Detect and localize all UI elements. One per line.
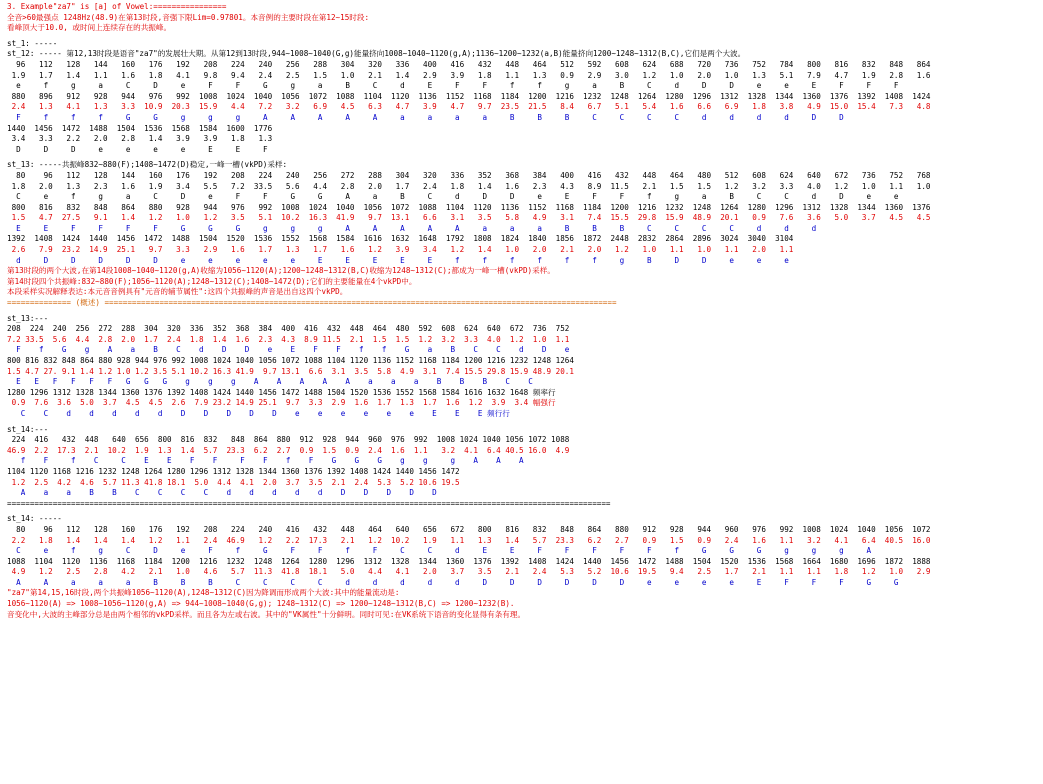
note-row: C e f g C D e F f G F F f F C C d E E F F F F F f G G G g g g A (7, 546, 872, 556)
amp-row: 46.9 2.2 17.3 2.1 10.2 1.9 1.3 1.4 5.7 23.3 6.2 2.7 0.9 1.5 0.9 2.4 1.6 1.1 3.2 4.1 6.4 40.5 16.0 4.9 (7, 445, 570, 455)
freq-row: 880 896 912 928 944 976 992 1008 1024 1040 1056 1072 1088 1104 1120 1136 1152 1168 1184 1200 1216 1232 1248 1264 1280 1296 1312 1328 1344 1360 1376 1392 1408 1424 (7, 91, 931, 101)
freq-row: 1392 1408 1424 1440 1456 1472 1488 1504 1520 1536 1552 1568 1584 1616 1632 1648 1792 1808 1824 1840 1856 1872 2448 2832 2864 2896 3024 3040 3104 (7, 234, 794, 244)
st13-table (7, 171, 1037, 266)
note-row: E E F F F F G G G g g g A A A A A a a a B B B C C C C d d d (7, 223, 817, 233)
note-row: E E F F F F G G G g g g A A A A A a a a B B B C C (7, 377, 533, 387)
note-row: F f G g A a B C d D D e E F F f f G a B C C d D e (7, 345, 570, 355)
freq-row: 80 96 112 128 160 176 192 208 224 240 416 432 448 464 640 656 672 800 816 832 848 864 880 912 928 944 960 976 992 1008 1024 1040 1056 1072 (7, 524, 931, 534)
note-row: A A a a a B B B C C C C d d d d d D D D D D D e e e e E F F F G G (7, 577, 899, 587)
amp-row: 2.4 1.3 4.1 1.3 3.3 10.9 20.3 15.9 4.4 7.2 3.2 6.9 4.5 6.3 4.7 3.9 4.7 9.7 23.5 21.5 8.4 6.7 5.1 5.4 1.6 6.6 6.9 1.8 3.8 4.9 15.0 15.4 7.3 4.8 (7, 102, 931, 112)
analysis-note: 第13时段的两个大波,在第14段1008~1040~1120(g,A)收缩为1056~1120(A);1200~1248~1312(B,C)收缩为1248~1312(C);都成为一峰一槽(vkPD)采样。 (7, 266, 555, 276)
note-row: f F f C C E E F F F F f F G G G g g g A A A (7, 456, 524, 466)
freq-row: 800 816 832 848 864 880 928 944 976 992 1008 1024 1040 1056 1072 1088 1104 1120 1136 1152 1168 1184 1200 1216 1232 1248 1264 (7, 356, 574, 365)
document (7, 2, 1037, 620)
analysis-note: 第14时段四个共振峰:832~880(F);1056~1120(A);1248~1312(C);1408~1472(D);它们的主要能量在4个vkPD中。 (7, 276, 417, 286)
conclusion-line: "za7"第14,15,16时段,两个共振峰1056~1120(A),1248~1312(C)因为降调而形成两个大波:其中的能量流动是: (7, 588, 400, 598)
freq-row: 80 96 112 128 144 160 176 192 208 224 240 256 272 288 304 320 336 352 368 384 400 416 432 448 464 480 512 608 624 640 672 736 752 768 (7, 170, 931, 180)
freq-row: 1088 1104 1120 1136 1168 1184 1200 1216 1232 1248 1264 1280 1296 1312 1328 1344 1360 1376 1392 1408 1424 1440 1456 1472 1488 1504 1520 1536 1568 1664 1680 1696 1872 1888 (7, 556, 931, 566)
conclusion-line: 1056~1120(A) => 1008~1056~1120(g,A) => 944~1008~1040(G,g); 1248~1312(C) => 1200~1248~1312(B,C) => 1200~1232(B). (7, 599, 515, 609)
section-st14a-header: st_14:--- (7, 424, 49, 434)
note-row: A a a B B C C C C d d d d d D D D D D (7, 488, 437, 498)
amp-row: 0.9 7.6 3.6 5.0 3.7 4.5 4.5 2.6 7.9 23.2 14.9 25.1 9.7 3.3 2.9 1.6 1.7 1.3 1.7 1.6 1.2 3.9 3.4 幅强行 (7, 398, 556, 408)
section-st13b-header: st_13:--- (7, 313, 49, 323)
st14b-table (7, 525, 1037, 589)
note-row: e f g a C D e F F G g a B C d E F F f f g a B C d D D e e E F F F (7, 81, 899, 91)
freq-row: 1440 1456 1472 1488 1504 1536 1568 1584 1600 1776 (7, 123, 273, 133)
amp-row: 2.6 7.9 23.2 14.9 25.1 9.7 3.3 2.9 1.6 1.7 1.3 1.7 1.6 1.2 3.9 3.4 1.2 1.4 1.0 2.0 2.1 2.0 1.2 1.0 1.1 1.0 1.1 2.0 1.1 (7, 245, 794, 255)
analysis-note: 本段采样实况解释表达:本元音音例具有"元音的辅节属性":这四个共振峰的声音是出自这四个vkPD。 (7, 287, 348, 297)
conclusion-line: 音变化中,大波的主峰部分总是由两个相邻的vkPD采样。而且各为左或右波。其中的"VK属性"十分鲜明。同时可见:在VK系统下语音的变化显得有条有理。 (7, 609, 526, 619)
amp-row: 4.9 1.2 2.5 2.8 4.2 2.1 1.0 4.6 5.7 11.3 41.8 18.1 5.0 4.4 4.1 2.0 3.7 3.5 2.1 2.4 5.3 5.2 10.6 19.5 9.4 2.5 1.7 2.1 1.1 1.1 1.8 1.2 1.0 2.9 (7, 567, 931, 577)
freq-row: 1104 1120 1168 1216 1232 1248 1264 1280 1296 1312 1328 1344 1360 1376 1392 1408 1424 1440 1456 1472 (7, 466, 460, 476)
amp-row: 3.4 3.3 2.2 2.0 2.8 1.4 3.9 3.9 1.8 1.3 (7, 134, 273, 144)
freq-row: 96 112 128 144 160 176 192 208 224 240 256 288 304 320 336 400 416 432 448 464 512 592 608 624 688 720 736 752 784 800 816 832 848 864 (7, 59, 931, 69)
amp-row: 7.2 33.5 5.6 4.4 2.8 2.0 1.7 2.4 1.8 1.4 1.6 2.3 4.3 8.9 11.5 2.1 1.5 1.5 1.2 3.2 3.3 4.0 1.2 1.0 1.1 (7, 334, 570, 344)
intro-line: 看峰顶大于10.0, 或时间上连续存在的共振峰。 (7, 23, 172, 33)
amp-row: 1.9 1.7 1.4 1.1 1.6 1.8 4.1 9.8 9.4 2.4 2.5 1.5 1.0 2.1 1.4 2.9 3.9 1.8 1.1 1.3 0.9 2.9 3.0 1.2 1.0 2.0 1.0 1.3 5.1 7.9 4.7 1.9 2.8 1.6 (7, 70, 931, 80)
note-row: d D D D D D e e e e e E E E E E f f f f f f g B D D e e e (7, 255, 789, 265)
note-row: F f f f G G g g g A A A A A a a a a B B B C C C C d d d d D D (7, 112, 844, 122)
st13b-table (7, 324, 1037, 419)
note-row: D D D e e e e E E F (7, 144, 268, 154)
amp-row: 1.5 4.7 27. 9.1 1.4 1.2 1.0 1.2 3.5 5.1 10.2 16.3 41.9 9.7 13.1 6.6 3.1 3.5 5.8 4.9 3.1 7.4 15.5 29.8 15.9 48.9 20.1 (7, 366, 574, 376)
amp-row: 2.2 1.8 1.4 1.4 1.4 1.2 1.1 2.4 46.9 1.2 2.2 17.3 2.1 1.2 10.2 1.9 1.1 1.3 1.4 5.7 23.3 6.2 2.7 0.9 1.5 0.9 2.4 1.6 1.1 3.2 4.1 6.4 40.5 16.0 (7, 535, 931, 545)
freq-row: 208 224 240 256 272 288 304 320 336 352 368 384 400 416 432 448 464 480 592 608 624 640 672 736 752 (7, 324, 570, 334)
summary-banner: ============== (概述) ================================================================================================================ (7, 298, 617, 308)
amp-row: 1.2 2.5 4.2 4.6 5.7 11.3 41.8 18.1 5.0 4.4 4.1 2.0 3.7 3.5 2.1 2.4 5.3 5.2 10.6 19.5 (7, 477, 460, 487)
amp-row: 1.5 4.7 27.5 9.1 1.4 1.2 1.0 1.2 3.5 5.1 10.2 16.3 41.9 9.7 13.1 6.6 3.1 3.5 5.8 4.9 3.1 7.4 15.5 29.8 15.9 48.9 20.1 0.9 7.6 3.6 5.0 3.7 4.5 4.5 (7, 213, 931, 223)
section-st14b-header: st_14: ----- (7, 514, 62, 524)
freq-row: 1280 1296 1312 1328 1344 1360 1376 1392 1408 1424 1440 1456 1472 1488 1504 1520 1536 1552 1568 1584 1616 1632 1648 频率行 (7, 387, 556, 397)
amp-row: 1.8 2.0 1.3 2.3 1.6 1.9 3.4 5.5 7.2 33.5 5.6 4.4 2.8 2.0 1.7 2.4 1.8 1.4 1.6 2.3 4.3 8.9 11.5 2.1 1.5 1.5 1.2 3.2 3.3 4.0 1.2 1.0 1.1 1.0 (7, 181, 931, 191)
note-row: C e f g a C D e F F G G A a B C d D D e E F F f g a B C C d D e e (7, 192, 899, 202)
st12-table (7, 60, 1037, 155)
section-st12-header: st_12: ----- 第12,13时段是语音"za7"的发展壮大期。从第12到13时段,944~1008~1040(G,g)能量挤向1008~1040~1120(g,A);1136~1200~1232(a,B)能量挤向1200~1248~1312(B,C),它们是两个大波。 (7, 49, 746, 59)
freq-row: 224 416 432 448 640 656 800 816 832 848 864 880 912 928 944 960 976 992 1008 1024 1040 1056 1072 1088 (7, 435, 570, 445)
intro-line: 全音>60最强点 1248Hz(48.9)在第13时段,音强下限Lim=0.97801。本音例的主要时段在第12~15时段: (7, 12, 370, 22)
section-st13-header: st_13: -----共振峰832~880(F);1408~1472(D)稳定,一峰一槽(vkPD)采样: (7, 160, 288, 170)
freq-row: 800 816 832 848 864 880 928 944 976 992 1008 1024 1040 1056 1072 1088 1104 1120 1136 1152 1168 1184 1200 1216 1232 1248 1264 1280 1296 1312 1328 1344 1360 1376 (7, 202, 931, 212)
section-st1-header: st_1: ----- (7, 38, 58, 48)
note-row: C C d d d d d D D D D D e e e e e e E E E 频行行 (7, 408, 510, 418)
doc-heading: 3. Example"za7" is [a] of Vowel:================ (7, 2, 227, 11)
st14a-table (7, 435, 1037, 499)
separator-line: ==================================================================================================================================== (7, 498, 611, 508)
